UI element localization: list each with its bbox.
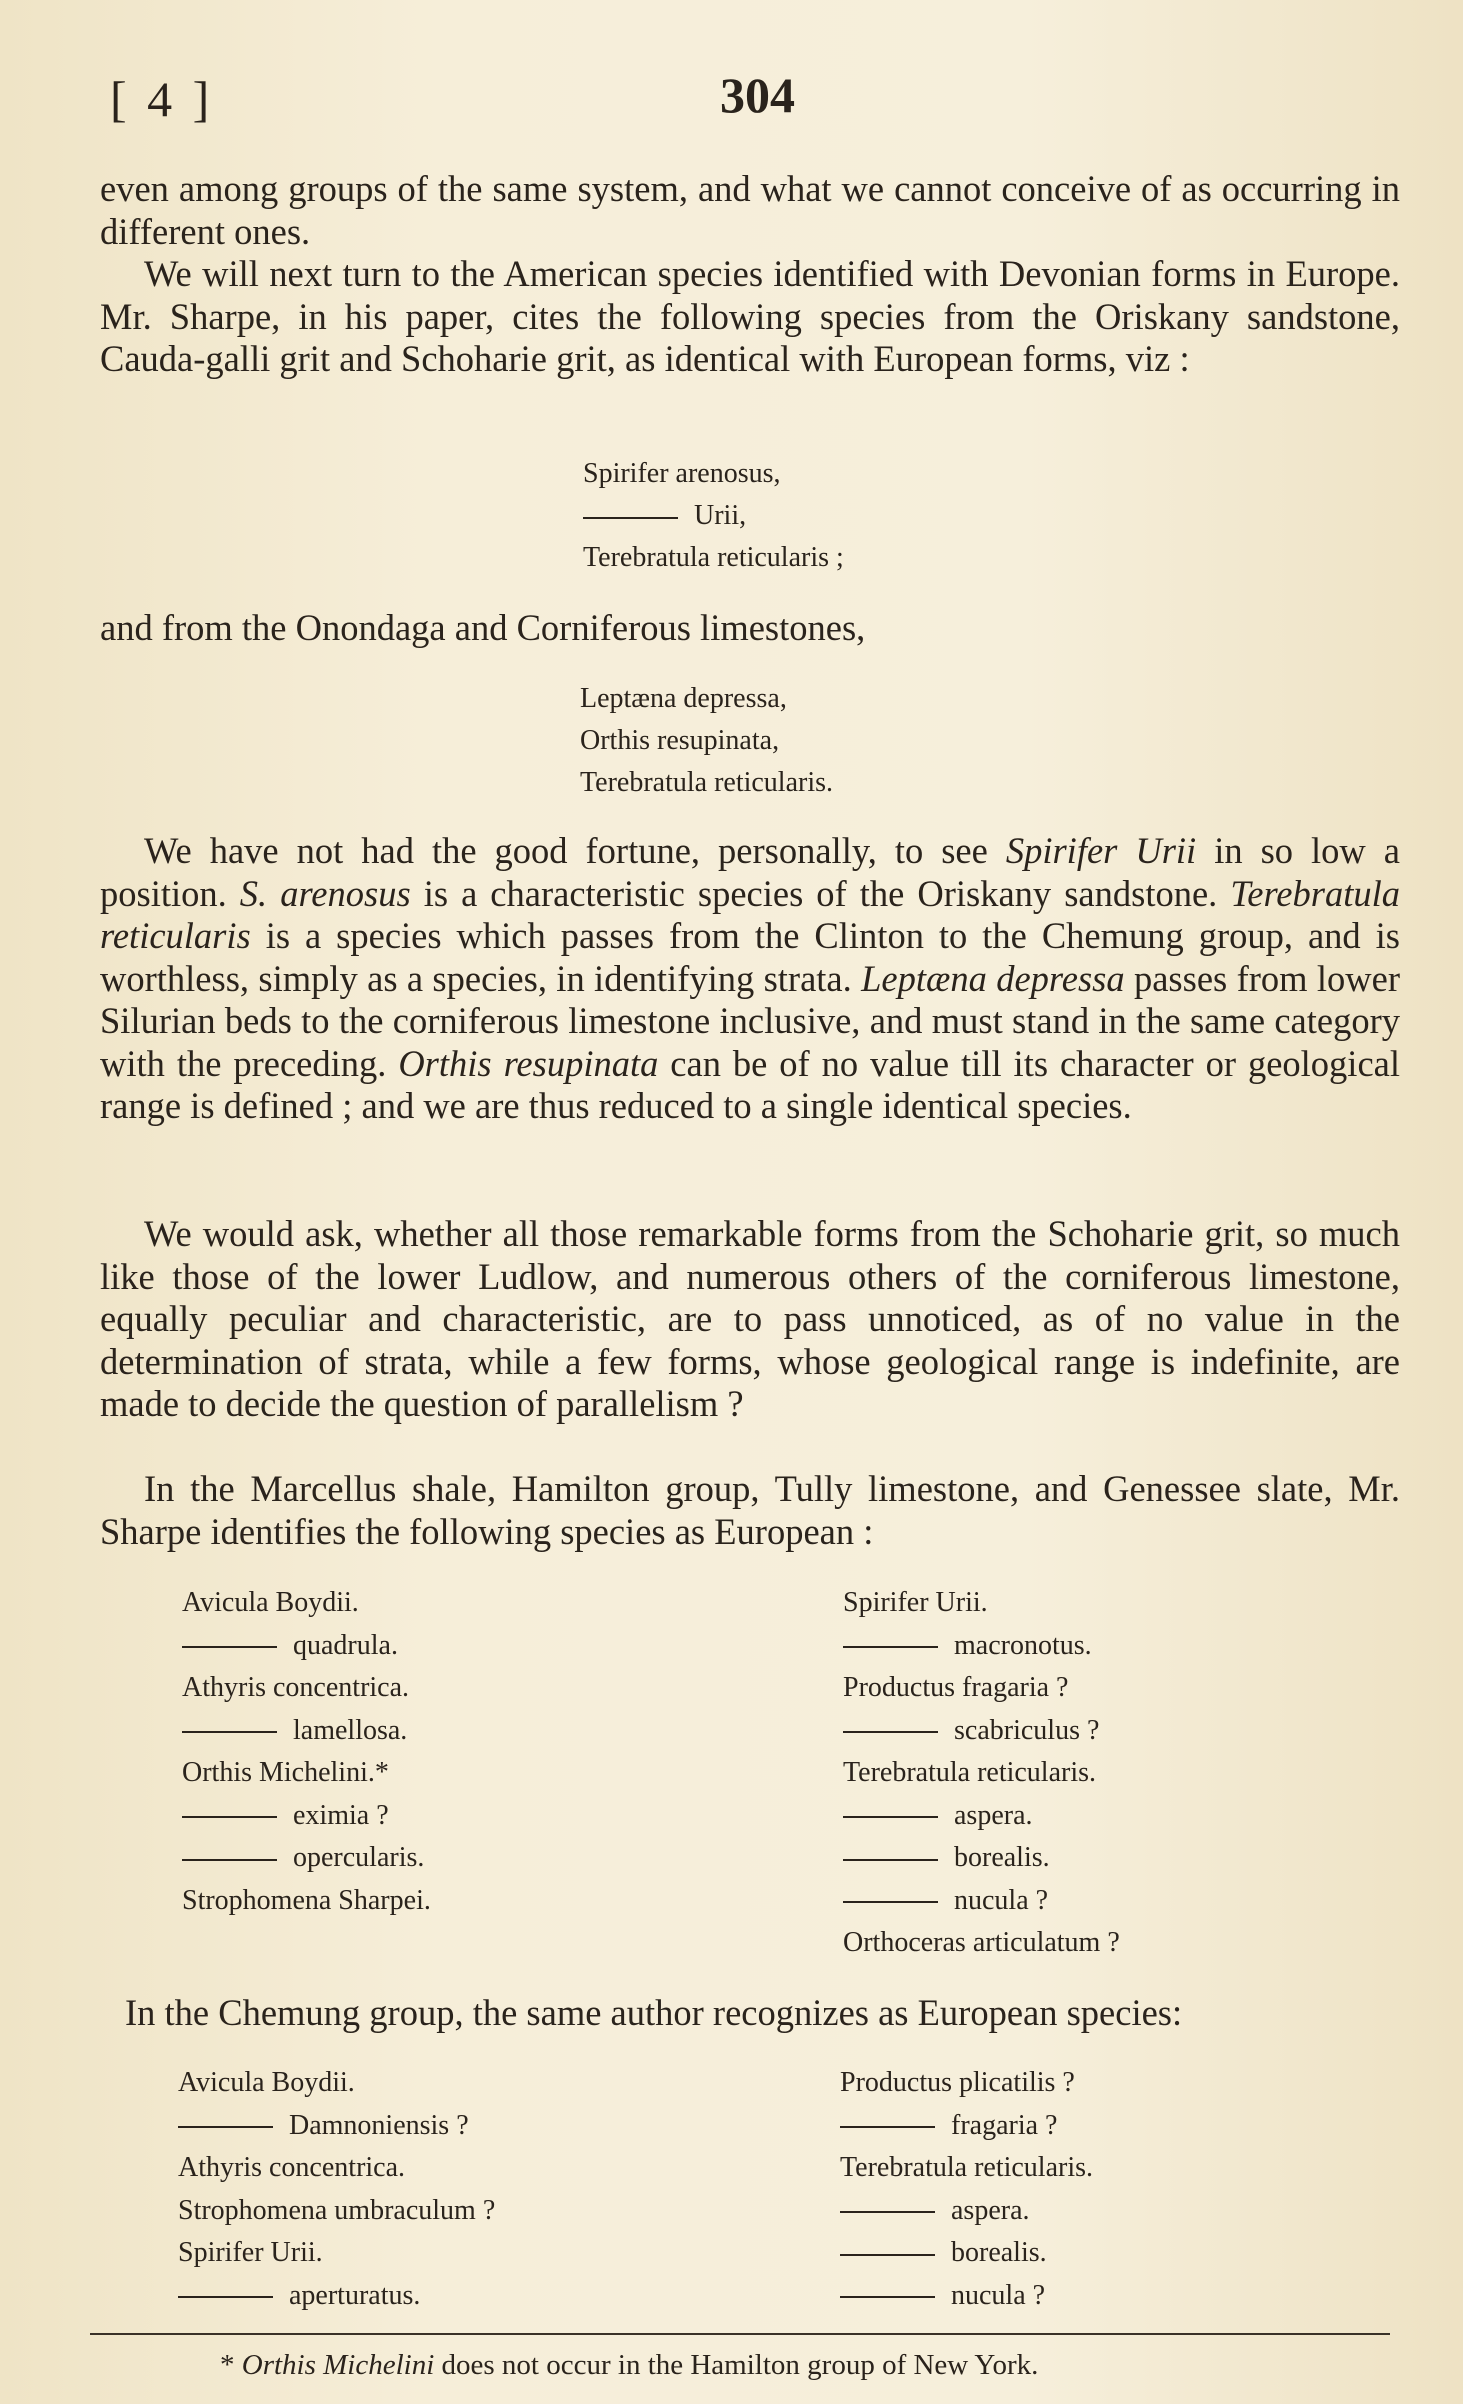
ditto-dash — [843, 1859, 938, 1861]
species-entry — [840, 2062, 1093, 2105]
species-entry — [843, 1710, 1120, 1753]
species-entry — [178, 2232, 495, 2275]
species-entry — [182, 1752, 431, 1795]
species-entry — [580, 762, 833, 804]
footnote: * Orthis Michelini does not occur in the Hamilton group of New York. — [220, 2349, 1039, 2381]
ditto-dash — [182, 1859, 277, 1861]
ditto-dash — [583, 517, 678, 519]
ditto-dash — [843, 1646, 938, 1648]
species-entry — [843, 1795, 1120, 1838]
species-name: aspera. — [951, 2194, 1030, 2226]
species-name: Avicula Boydii. — [178, 2067, 355, 2098]
species-name: Terebratula reticularis. — [843, 1757, 1097, 1788]
ditto-dash — [182, 1731, 277, 1733]
species-entry — [840, 2232, 1093, 2275]
ditto-dash — [843, 1731, 938, 1733]
species-name: opercularis. — [293, 1842, 425, 1873]
species-entry — [583, 453, 844, 495]
species-name: fragaria ? — [951, 2109, 1058, 2141]
page-header — [110, 60, 1403, 130]
ditto-dash — [840, 2296, 935, 2298]
species-entry — [178, 2105, 495, 2148]
species-list-4-left — [178, 2062, 495, 2317]
paragraph-1-text: even among groups of the same system, and what we cannot conceive of as occurring in different ones. — [100, 168, 1400, 252]
species-name: nucula ? — [954, 1884, 1049, 1916]
species-name: nucula ? — [951, 2279, 1046, 2311]
paragraph-5-text: We would ask, whether all those remarkable forms from the Schoharie grit, so much like those of the lower Ludlow, and numerous others of the corniferous limestone, equally peculiar and characteristic, are to pass unnoticed, as of no value in the determination of strata, while a few forms, whose geological range is indefinite, are made to decide the question of parallelism ? — [100, 1213, 1400, 1424]
species-list-3-right — [843, 1582, 1120, 1965]
ditto-dash — [840, 2211, 935, 2213]
species-name: Spirifer Urii. — [178, 2237, 323, 2268]
species-entry — [843, 1667, 1120, 1710]
species-entry — [843, 1582, 1120, 1625]
species-entry — [182, 1880, 431, 1923]
species-name: Damnoniensis ? — [289, 2109, 469, 2141]
species-entry — [843, 1752, 1120, 1795]
paragraph-2 — [100, 253, 1400, 381]
species-name: Orthis resupinata, — [580, 725, 780, 756]
paragraph-6 — [100, 1468, 1400, 1553]
species-entry — [182, 1837, 431, 1880]
species-entry — [178, 2147, 495, 2190]
species-entry — [840, 2147, 1093, 2190]
species-name: Terebratula reticularis. — [580, 767, 834, 798]
species-name: Terebratula reticularis ; — [583, 542, 844, 573]
species-name: aspera. — [954, 1799, 1033, 1831]
species-entry — [843, 1922, 1120, 1965]
species-name: Strophomena Sharpei. — [182, 1884, 431, 1916]
species-name: scabriculus ? — [954, 1714, 1100, 1746]
species-name: eximia ? — [293, 1799, 389, 1831]
ditto-dash — [182, 1816, 277, 1818]
species-list-2 — [580, 678, 833, 804]
species-entry — [182, 1625, 431, 1668]
species-name: Productus plicatilis ? — [840, 2067, 1075, 2098]
ditto-dash — [840, 2254, 935, 2256]
species-name: Athyris concentrica. — [178, 2152, 406, 2183]
paragraph-6-text: In the Marcellus shale, Hamilton group, Tully limestone, and Genessee slate, Mr. Sharpe identifies the following species as European : — [100, 1468, 1400, 1552]
species-entry — [843, 1837, 1120, 1880]
species-name: Spirifer arenosus, — [583, 458, 781, 489]
species-entry — [182, 1582, 431, 1625]
species-entry — [178, 2275, 495, 2318]
species-entry — [840, 2105, 1093, 2148]
species-name: Terebratula reticularis. — [840, 2152, 1094, 2183]
species-name: Avicula Boydii. — [182, 1587, 359, 1618]
species-name: macronotus. — [954, 1629, 1092, 1661]
paragraph-1 — [100, 168, 1400, 253]
species-name: lamellosa. — [293, 1714, 408, 1746]
species-entry — [580, 678, 833, 720]
species-name: Strophomena umbraculum ? — [178, 2194, 496, 2226]
species-entry — [840, 2190, 1093, 2233]
species-name: Urii, — [694, 500, 747, 531]
paragraph-2-text: We will next turn to the American species identified with Devonian forms in Europe. Mr. Sharpe, in his paper, cites the following species from the Oriskany sandstone, Cauda-galli grit and Schoharie grit, as identical with European forms, viz : — [100, 253, 1400, 379]
species-entry — [840, 2275, 1093, 2318]
ditto-dash — [178, 2126, 273, 2128]
species-entry — [583, 537, 844, 579]
species-entry — [182, 1795, 431, 1838]
paragraph-4 — [100, 830, 1400, 1128]
species-name: borealis. — [954, 1842, 1050, 1873]
ditto-dash — [843, 1816, 938, 1818]
paragraph-4-text: We have not had the good fortune, personally, to see Spirifer Urii in so low a position. S. arenosus is a characteristic species of the Oriskany sandstone. Terebratula reticularis is a species which passes from the Clinton to the Chemung group, and is worthless, simply as a species, in identifying strata. Leptæna depressa passes from lower Silurian beds to the corniferous limestone inclusive, and must stand in the same category with the preceding. Orthis resupinata can be of no value till its character or geological range is defined ; and we are thus reduced to a single identical species. — [100, 830, 1400, 1126]
species-name: Productus fragaria ? — [843, 1672, 1069, 1703]
species-entry — [182, 1667, 431, 1710]
species-name: quadrula. — [293, 1629, 398, 1661]
paragraph-3 — [100, 607, 1400, 650]
species-name: Leptæna depressa, — [580, 683, 787, 714]
ditto-dash — [843, 1901, 938, 1903]
paragraph-5 — [100, 1213, 1400, 1426]
species-entry — [580, 720, 833, 762]
folio-number: [ 4 ] — [110, 71, 214, 127]
species-entry — [843, 1880, 1120, 1923]
paragraph-7: In the Chemung group, the same author recognizes as European species: — [125, 1992, 1183, 2033]
page-number: 304 — [720, 67, 795, 123]
species-entry — [182, 1710, 431, 1753]
ditto-dash — [182, 1646, 277, 1648]
species-entry — [178, 2190, 495, 2233]
paragraph-3-text: and from the Onondaga and Corniferous limestones, — [100, 607, 866, 648]
species-list-3-left — [182, 1582, 431, 1922]
species-entry — [583, 495, 844, 537]
species-list-1 — [583, 453, 844, 579]
footnote-rule — [90, 2333, 1390, 2335]
species-name: Spirifer Urii. — [843, 1587, 988, 1618]
ditto-dash — [840, 2126, 935, 2128]
species-list-4-right — [840, 2062, 1093, 2317]
species-name: Orthis Michelini.* — [182, 1757, 389, 1788]
species-name: aperturatus. — [289, 2279, 421, 2311]
species-name: Athyris concentrica. — [182, 1672, 410, 1703]
species-entry — [843, 1625, 1120, 1668]
species-name: borealis. — [951, 2237, 1047, 2268]
ditto-dash — [178, 2296, 273, 2298]
species-entry — [178, 2062, 495, 2105]
species-name: Orthoceras articulatum ? — [843, 1927, 1120, 1958]
